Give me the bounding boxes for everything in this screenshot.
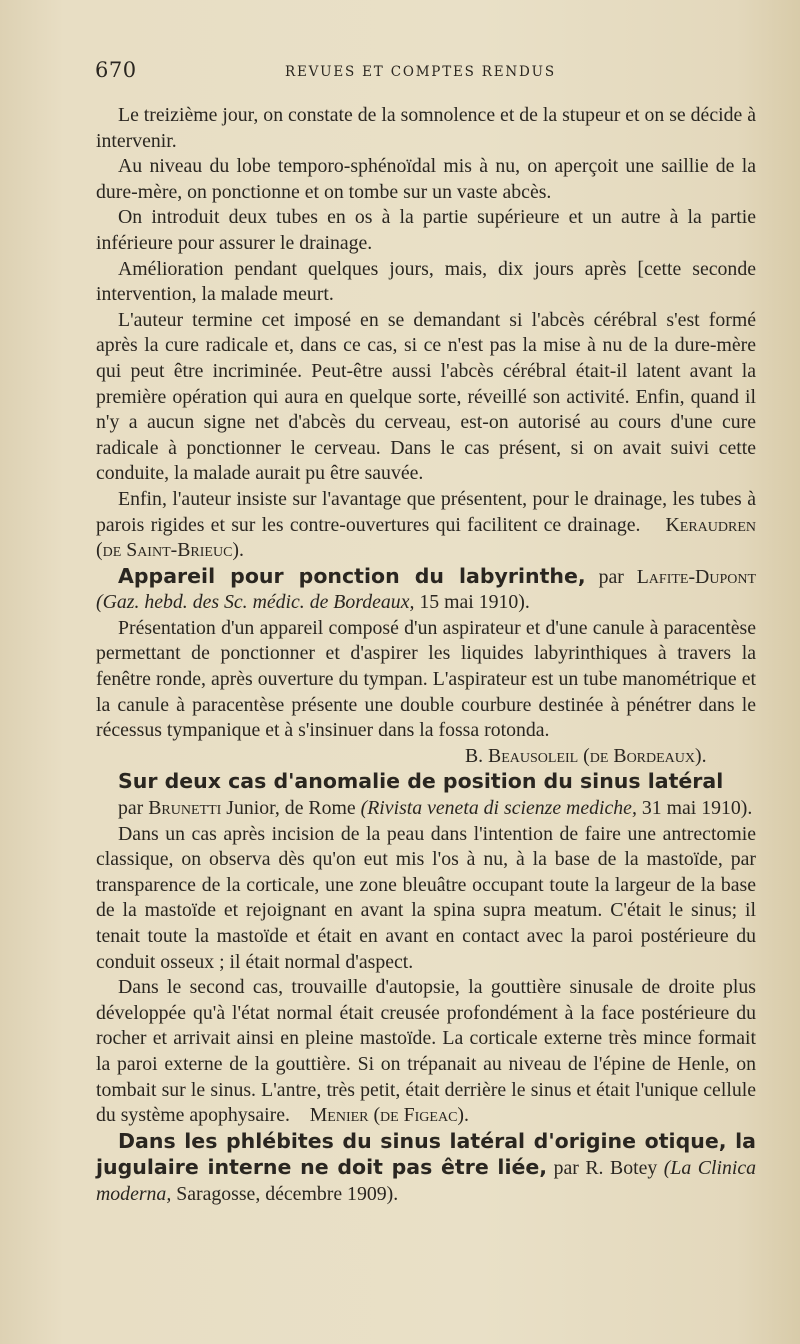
paragraph: Présentation d'un appareil composé d'un aspirateur et d'une canule à paracentèse permettant de ponctionner et d'aspirer les liquides labyrinthiques à travers la fenêtre ronde, après ouverture du tympan. L'aspirateur est un tube manométrique et la canule à paracentèse présente une double courbure destinée à pénétrer dans le récessus tympanique et à s'insinuer dans la fossa rotonda.: [96, 616, 756, 742]
paragraph: On introduit deux tubes en os à la partie supérieure et un autre à la partie inférieure pour assurer le drainage.: [96, 206, 756, 254]
page-header: [95, 58, 755, 88]
paragraph: L'auteur termine cet imposé en se demandant si l'abcès cérébral s'est formé après la cure radicale et, dans ce cas, si ce n'est pas la mise à nu de la dure-mère qui peut être incriminée. Peut-être aussi l'abcès cérébral était-il latent avant la première opération qui aura en quelque sorte, réveillé son activité. Enfin, quand il n'y a aucun signe net d'abcès du cerveau, est-on autorisé au cours d'une cure radicale à ponctionner le cerveau. Dans le cas présent, si on avait suivi cette conduite, la malade aurait pu être sauvée.: [96, 308, 756, 485]
article-keraudren: [96, 103, 756, 564]
author-detail: Junior, de Rome: [226, 797, 356, 820]
article-title: Sur deux cas d'anomalie de position du sinus latéral: [118, 769, 724, 794]
author-signature: B. Beausoleil (de Bordeaux).: [464, 744, 707, 767]
page-number: 670: [95, 58, 137, 82]
author-signature: Keraudren (de Saint-Brieuc).: [96, 513, 756, 562]
paragraph: Le treizième jour, on constate de la somnolence et de la stupeur et on se décide à intervenir.: [96, 104, 756, 152]
author-signature: Menier (de Figeac).: [309, 1104, 469, 1127]
paragraph-with-signature: [96, 487, 756, 564]
paragraph: Dans le second cas, trouvaille d'autopsie, la gouttière sinusale de droite plus développée qu'à l'état normal était creusée profondément à la face postérieure du rocher et arrivait ainsi en pleine mastoïde. La corticale externe très mince formait la paroi externe de la gouttière. Si on trépanait au niveau de l'épine de Henle, on tombait sur le sinus. L'antre, très petit, était derrière le sinus et était l'unique cellule du système apophysaire.: [96, 976, 756, 1127]
by-word: par: [118, 797, 144, 820]
paragraph-with-signature: [96, 975, 756, 1129]
article-labyrinthe: [96, 564, 756, 770]
article-author: Lafite-Dupont: [636, 565, 757, 588]
article-title: Dans les phlébites du sinus latéral d'origine otique, la jugulaire interne ne doit pas être liée,: [96, 1128, 756, 1180]
article-author: Brunetti: [148, 797, 222, 820]
source-journal: (La Clinica moderna,: [96, 1157, 757, 1205]
by-word: par: [598, 565, 624, 588]
article-phlebites: [96, 1129, 756, 1208]
article-heading: [96, 1129, 756, 1208]
paragraph: Dans un cas après incision de la peau dans l'intention de faire une antrectomie classique, on observa dès qu'on eut mis l'os à nu, à la base de la mastoïde, par transparence de la corticale, une zone bleuâtre occupant toute la largeur de la base de la mastoïde et rejoignant en avant la spina supra meatum. C'était le sinus; il tenait toute la mastoïde et était en avant en contact avec la paroi postérieure du conduit osseux ; il était normal d'aspect.: [96, 822, 756, 973]
paragraph: Amélioration pendant quelques jours, mais, dix jours après [cette seconde intervention, la malade meurt.: [96, 257, 756, 306]
article-sinus-lateral: [96, 769, 756, 1128]
article-heading: [96, 769, 756, 821]
article-title: Appareil pour ponction du labyrinthe,: [118, 563, 586, 588]
article-heading: [96, 564, 756, 616]
source-date: Saragosse, décembre 1909).: [176, 1182, 399, 1205]
article-author: par R. Botey: [553, 1157, 658, 1180]
source-date: 31 mai 1910).: [641, 797, 753, 820]
source-journal: (Gaz. hebd. des Sc. médic. de Bordeaux,: [96, 591, 415, 614]
paragraph: Au niveau du lobe temporo-sphénoïdal mis à nu, on aperçoit une saillie de la dure-mère, on ponctionne et on tombe sur un vaste abcès.: [96, 155, 756, 203]
page-body: [96, 103, 756, 1208]
paragraph: Enfin, l'auteur insiste sur l'avantage que présentent, pour le drainage, les tubes à parois rigides et sur les contre-ouvertures qui facilitent ce drainage.: [96, 487, 756, 536]
running-head: REVUES ET COMPTES RENDUS: [285, 64, 556, 80]
source-journal: (Rivista veneta di scienze mediche,: [360, 797, 637, 820]
source-date: 15 mai 1910).: [419, 591, 530, 614]
